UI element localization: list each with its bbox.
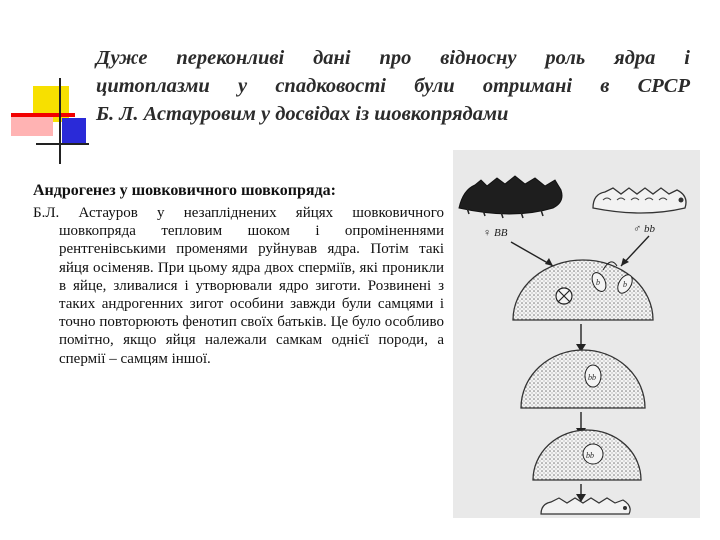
offspring-caterpillar-icon [541,498,630,514]
decor-blue-square [62,118,86,144]
androgenesis-diagram [453,150,700,518]
egg-fusing-nuclei-icon [521,350,645,408]
female-label: ♀ BB [483,227,508,239]
male-label: ♂ bb [633,223,655,235]
female-caterpillar-icon [459,176,562,218]
slide-title [96,44,690,128]
male-caterpillar-icon [593,188,686,213]
title-line: цитоплазми у спадковості були отримані в СРСР [96,75,690,97]
title-line: Б. Л. Астауровим у досвідах із шовкопрядами [96,103,509,125]
egg-with-destroyed-nucleus-icon [513,260,653,320]
decor-horizontal-line [36,143,89,145]
zygote-stage-label: bb [588,373,596,382]
decor-pink-square [11,114,53,136]
decor-vertical-line [59,78,61,164]
title-line: Дуже переконливі дані про відносну роль ядра і [96,47,690,69]
zygote-label: bb [586,451,594,460]
decor-red-bar [11,113,75,117]
sperm-label-1: b [596,278,600,287]
sperm-label-2: b [623,280,627,289]
body-paragraph: Б.Л. Астауров у незапліднених яйцях шовковичного шовкопряда тепловим шоком і опроміненнями рентгенівськими променями руйнував ядра. Потім такі яйця осіменяв. При цьому ядра двох сперміїв, які проникли в яйце, зливалися і утворювали ядро зиготи. Розвинені з таких андрогенних зигот особини завжди були самцями і точно повторюють фенотип своїх батьків. Це було особливо помітно, якщо яйця належали самкам однієї породи, а спермії – самцям іншої. [33,205,444,367]
section-heading: Андрогенез у шовковичного шовкопряда: [33,182,336,199]
